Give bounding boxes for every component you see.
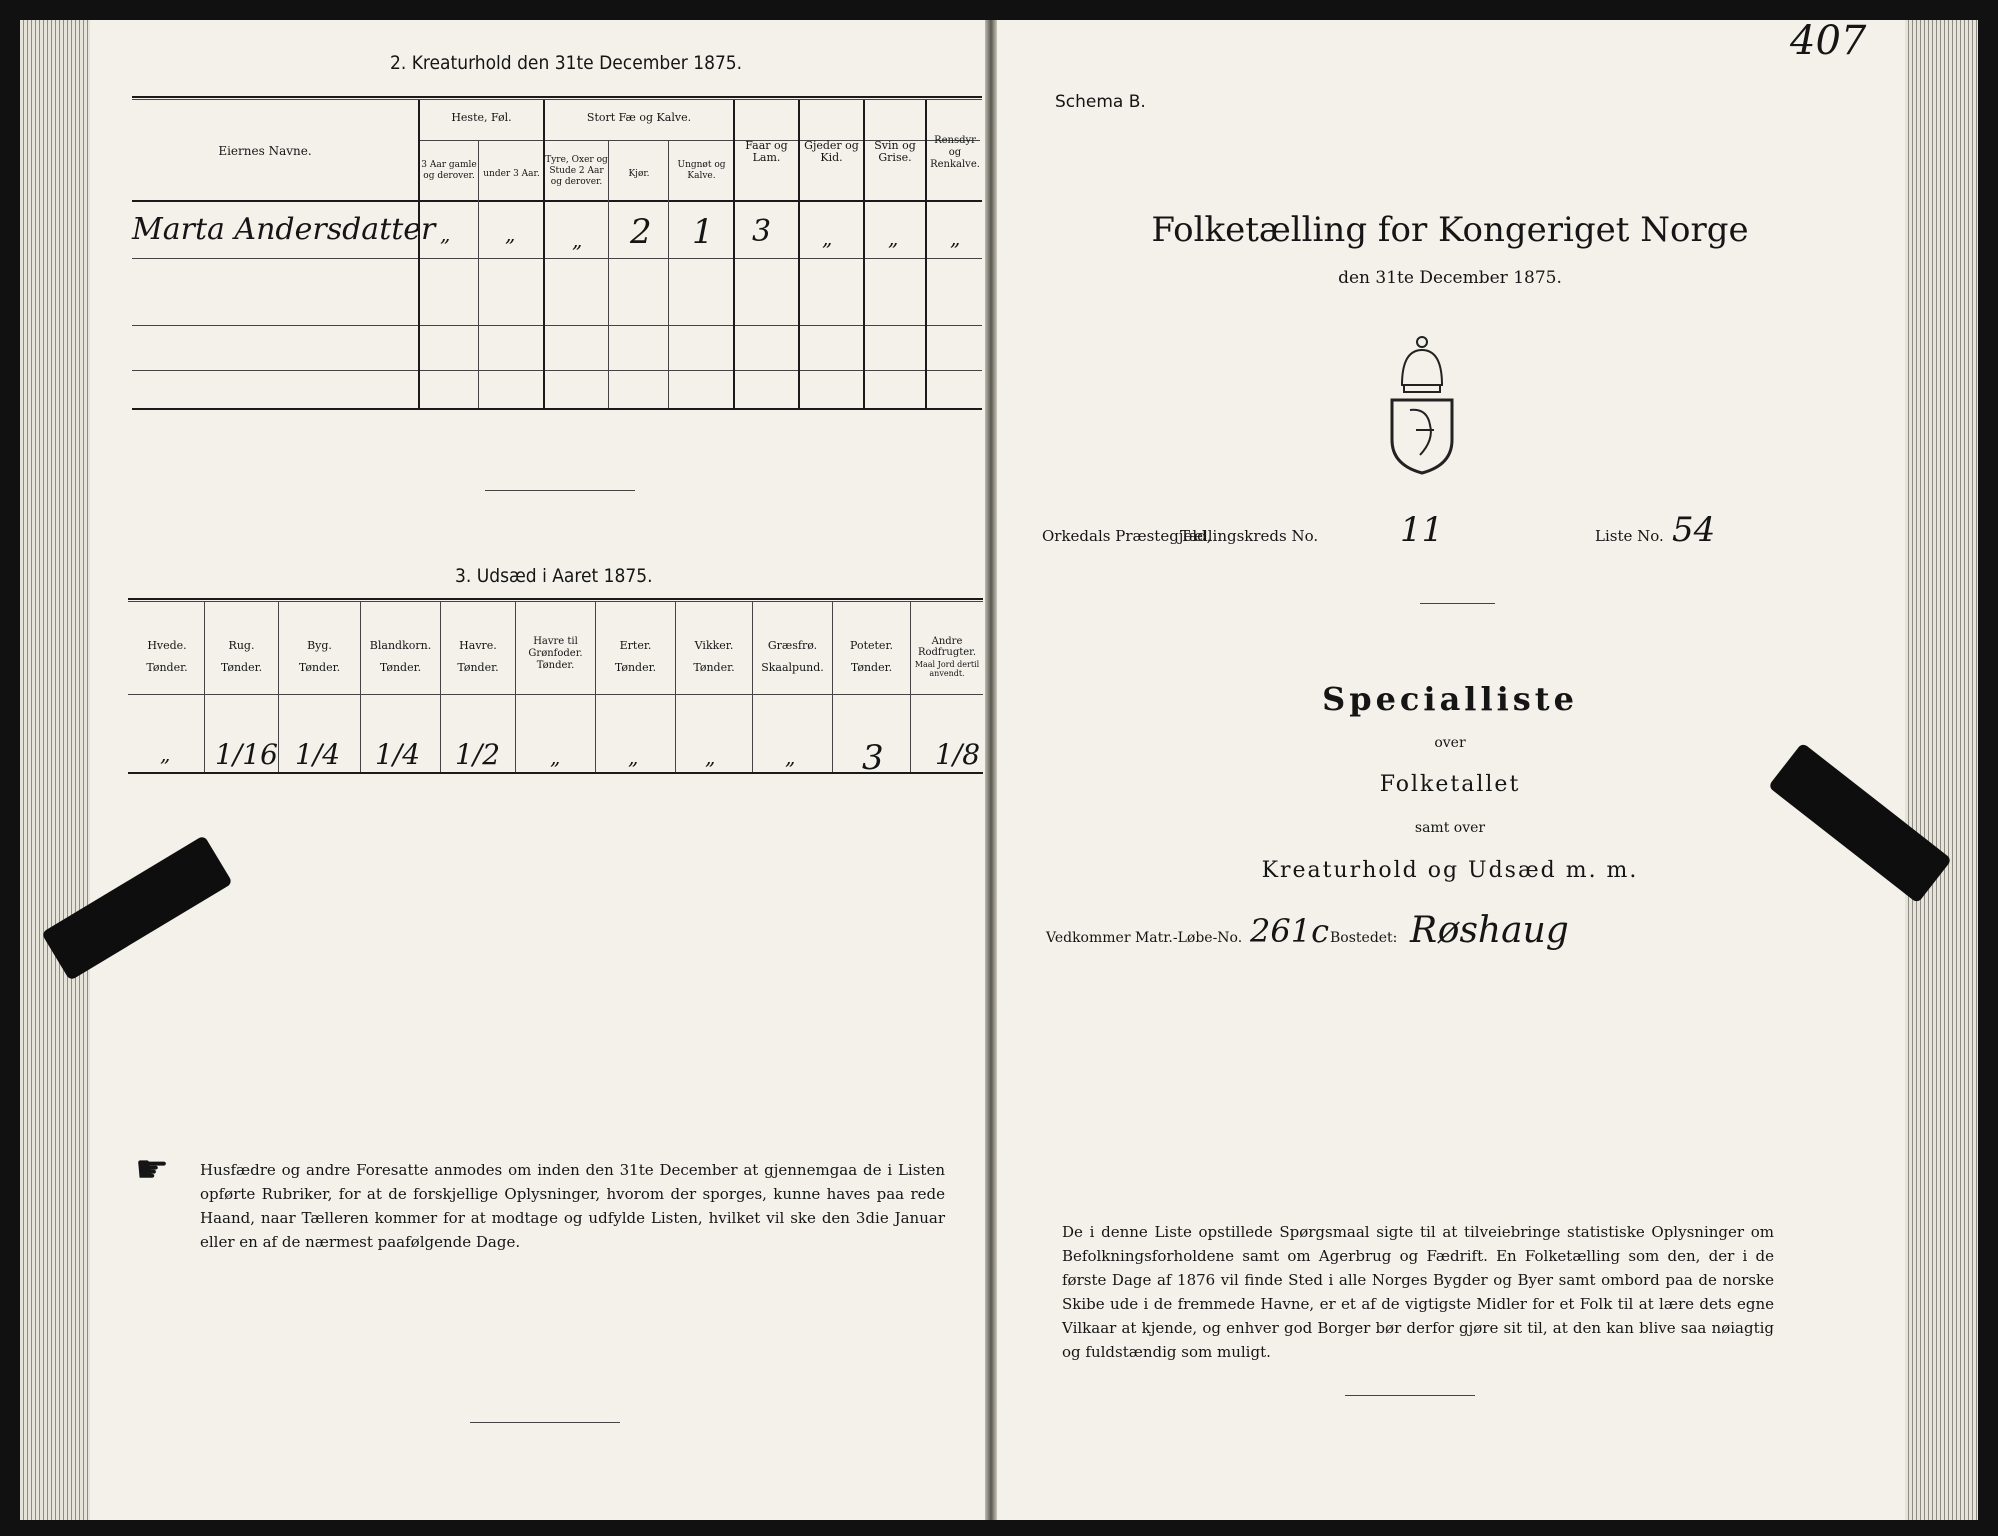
cell-value: 1/4 — [375, 738, 421, 771]
col-line — [668, 140, 669, 408]
cell-value: 1/16 — [215, 738, 278, 771]
col-line — [478, 140, 479, 408]
cell-value: „ — [505, 222, 516, 246]
rule — [128, 601, 983, 602]
group-header-horses: Heste, Føl. — [451, 111, 512, 124]
cell-value: 1/4 — [295, 738, 341, 771]
owner-name: Marta Andersdatter — [132, 212, 436, 247]
col-line — [278, 602, 279, 772]
cell-value: „ — [785, 745, 796, 769]
district-number: 11 — [1400, 510, 1444, 550]
coat-of-arms-icon — [1382, 330, 1462, 475]
separator — [1420, 603, 1495, 604]
right-page-edges — [1905, 20, 1978, 1520]
pointing-hand-icon: ☛ — [135, 1147, 170, 1191]
list-number: 54 — [1672, 510, 1716, 550]
rule — [132, 408, 982, 410]
col-line — [752, 602, 753, 772]
col-line — [440, 602, 441, 772]
cell-value: „ — [440, 222, 451, 246]
cell-value: 2 — [630, 212, 652, 252]
col-header: Rug. Tønder. — [220, 639, 263, 674]
col-header: Vikker. Tønder. — [693, 639, 735, 674]
cell-value: 3 — [862, 738, 884, 778]
col-header: Hvede. Tønder. — [146, 639, 188, 674]
subtitle: den 31te December 1875. — [1338, 268, 1562, 288]
col-header: Kjør. — [628, 169, 650, 179]
rule — [128, 598, 983, 600]
col-line — [204, 602, 205, 772]
rule — [132, 96, 982, 98]
separator — [1345, 1395, 1475, 1396]
page-number: 407 — [1790, 18, 1867, 64]
col-header: Poteter. Tønder. — [850, 639, 893, 674]
cell-value: „ — [705, 745, 716, 769]
main-title: Folketælling for Kongeriget Norge — [1151, 210, 1749, 250]
district-label: Tællingskreds No. — [1180, 527, 1319, 545]
separator — [485, 490, 635, 491]
col-line — [418, 100, 420, 408]
rule — [128, 694, 983, 695]
col-header: Tyre, Oxer og Stude 2 Aar og derover. — [545, 155, 608, 187]
col-line — [543, 100, 545, 408]
rule — [128, 772, 983, 774]
col-header: Faar og Lam. — [745, 139, 788, 164]
cell-value: „ — [950, 226, 961, 250]
col-line — [608, 140, 609, 408]
cell-value: „ — [628, 745, 639, 769]
cell-value: „ — [888, 226, 899, 250]
col-header: Havre. Tønder. — [457, 639, 499, 674]
kreatur-text: Kreaturhold og Udsæd m. m. — [1261, 858, 1639, 883]
section3-title: 3. Udsæd i Aaret 1875. — [455, 565, 653, 587]
col-line — [675, 602, 676, 772]
left-page-edges — [20, 20, 90, 1520]
cell-value: 1/8 — [935, 738, 981, 771]
col-header: Græsfrø. Skaalpund. — [761, 639, 824, 674]
rule — [132, 325, 982, 326]
col-header: Ungnøt og Kalve. — [677, 160, 726, 181]
rule — [132, 258, 982, 259]
bosted-value: Røshaug — [1410, 910, 1569, 951]
cell-value: „ — [572, 228, 583, 252]
parish-label: Orkedals Præstegjeld, — [1042, 527, 1212, 545]
rule — [132, 370, 982, 371]
col-header: Andre Rodfrugter. Maal Jord dertil anvendt. — [914, 636, 980, 678]
group-header-cattle: Stort Fæ og Kalve. — [586, 111, 692, 124]
cell-value: „ — [160, 742, 171, 766]
col-header: Byg. Tønder. — [298, 639, 341, 674]
cell-value: „ — [550, 745, 561, 769]
samt-over-text: samt over — [1414, 820, 1486, 836]
col-header: Blandkorn. Tønder. — [369, 639, 432, 674]
cell-value: 1 — [692, 212, 714, 252]
col-line — [910, 602, 911, 772]
col-header-owner: Eiernes Navne. — [218, 144, 312, 158]
cell-value: „ — [822, 226, 833, 250]
schema-label: Schema B. — [1055, 92, 1146, 112]
separator — [470, 1422, 620, 1423]
col-header: Erter. Tønder. — [614, 639, 657, 674]
matr-number: 261c — [1250, 912, 1329, 950]
col-header: Rensdyr og Renkalve. — [930, 135, 980, 170]
col-line — [832, 602, 833, 772]
specialliste-heading: Specialliste — [1322, 680, 1578, 718]
col-line — [515, 602, 516, 772]
col-line — [595, 602, 596, 772]
matr-label: Vedkommer Matr.-Løbe-No. — [1046, 930, 1243, 946]
section2-title: 2. Kreaturhold den 31te December 1875. — [390, 52, 743, 74]
col-line — [360, 602, 361, 772]
col-header: 3 Aar gamle og derover. — [421, 160, 477, 181]
folketallet-text: Folketallet — [1379, 772, 1521, 797]
list-label: Liste No. — [1595, 527, 1664, 545]
col-header: Havre til Grønfoder. Tønder. — [528, 636, 583, 671]
cell-value: 3 — [752, 214, 772, 249]
footer-text: De i denne Liste opstillede Spørgsmaal sigte til at tilveiebringe statistiske Oplysninger om Befolkningsforholdene samt om Agerbrug og Fædrift. En Folketælling som den, der i de første Dage af 1876 vil finde Sted i alle Norges Bygder og Byer samt ombord paa de norske Skibe ude i de fremmede Havne, er et af de vigtigste Midler for et Folk til at lære dets egne Vilkaar at kjende, og enhver god Borger bør derfor gjøre sit til, at den kan blive saa nøiagtig og fuldstændig som muligt. — [1062, 1223, 1774, 1361]
cell-value: 1/2 — [455, 738, 501, 771]
rule — [132, 200, 982, 202]
rule — [132, 99, 982, 100]
bosted-label: Bostedet: — [1330, 930, 1398, 946]
col-header: Svin og Grise. — [874, 139, 916, 164]
col-header: under 3 Aar. — [483, 169, 540, 179]
col-header: Gjeder og Kid. — [804, 139, 859, 164]
book-spine — [985, 20, 997, 1520]
over-text: over — [1434, 735, 1466, 751]
notice-text: Husfædre og andre Foresatte anmodes om inden den 31te December at gjennemgaa de i Listen opførte Rubriker, for at de forskjellige Oplysninger, hvorom der sporges, kunne haves paa rede Haand, naar Tælleren kommer for at modtage og udfylde Listen, hvilket vil ske den 3die Januar eller en af de nærmest paafølgende Dage. — [200, 1161, 945, 1251]
